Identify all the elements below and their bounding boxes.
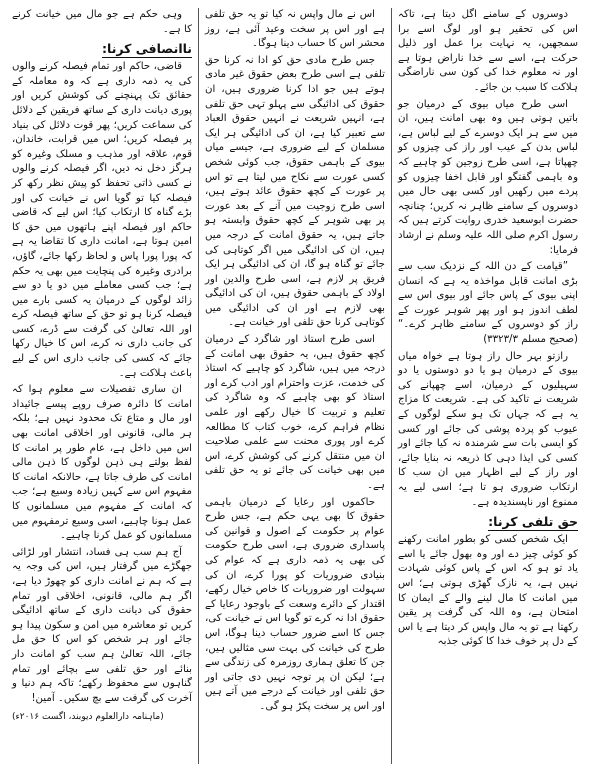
section-heading-wrap <box>398 514 578 530</box>
paragraph: ایک شخص کسی کو بطور امانت رکھنے کو کوئی چیز دے اور وہ بھول جائے یا اسے یاد تو ہو کہ اس کے پاس کوئی شہادت نہیں ہے، یہ نازک گھڑی ہوتی ہے؛ اس میں امانت کا مال لینے والے کے ایمان کا امتحان ہے، وہ اللہ کی گرفت پر یقین رکھتا ہے تو یہ مال واپس کر دیتا ہے یا اس کے دل پر خوف خدا کا کوئی جذبہ <box>398 534 578 648</box>
paragraph: اسی طرح استاذ اور شاگرد کے درمیان کچھ حقوق ہیں، یہ حقوق بھی امانت کے درجہ میں ہیں، شاگرد کو چاہیے کہ استاذ کی خدمت، عزت واحترام اور ادب کرے اور استاذ کو بھی چاہیے کہ وہ شاگرد کی تعلیم و تربیت کا خیال رکھے اور علمی نظام فراہم کرے، خوب کتاب کا مطالعہ کرے اور پوری محنت سے علمی صلاحیت ان میں منتقل کرنے کی کوشش کرے، اس میں بھی خیانت کی جائے تو یہ حق تلفی ہے۔ <box>205 334 385 491</box>
section-heading-wrap <box>12 41 192 57</box>
column-middle <box>199 8 392 764</box>
paragraph: دوسروں کے سامنے اگل دیتا ہے، تاکہ اس کی تحقیر ہو اور لوگ اسے برا سمجھیں، یہ نہایت برا عمل اور ذلیل حرکت ہے، اسے سے خدا ناراض ہوتا ہے اور نہ معلوم خدا کی کون سی ناراضگی ہلاکت کا سبب بن جائے۔ <box>398 9 578 93</box>
paragraph: اسی طرح میاں بیوی کے درمیان جو باتیں ہوتی ہیں وہ بھی امانت ہیں، ان میں سے ہر ایک دوسرے کے لیے لباس ہے، لباس بدن کے عیب اور راز کی چیزوں کو چھپاتا ہے، اسی طرح زوجین کو چاہیے کہ وہ باہمی گفتگو اور قابل اخفا چیزوں کو پردے میں رکھیں اور کسی بھی حال میں دوسروں کے سامنے ظاہر نہ کریں؛ چنانچہ حضرت ابوسعید خدری روایت کرتے ہیں کہ رسول اکرم صلی اللہ علیہ وسلم نے ارشاد فرمایا: <box>398 98 578 256</box>
section-heading: ناانصافی کرنا: <box>102 41 192 57</box>
paragraph: جس طرح مادی حق کو ادا نہ کرنا حق تلفی ہے اسی طرح بعض حقوق غیر مادی ہوتے ہیں جو ادا کرنا ضروری ہیں، ان حقوق کی ادائیگی سے پہلو تہی حق تلفی ہے، انہیں شریعت نے انہیں حقوق العباد سے تعبیر کیا ہے، ان کی ادائیگی ہر ایک مسلمان کے لیے ضروری ہے، جیسے میاں بیوی کے باہمی حقوق، جب کوئی شخص کسی عورت سے نکاح میں لیتا ہے تو اس پر عورت کے کچھ حقوق عائد ہوتے ہیں، اسی طرح زوجیت میں آنے کے بعد عورت پر بھی شوہر کے کچھ حقوق وابستہ ہو جاتے ہیں، یہ حقوق امانت کے درجہ میں ہیں، ان کی ادائیگی میں اگر کوتاہی کی جائے تو گناہ ہو گا، ان کی ادائیگی ہر ایک فریق پر لازم ہے، اسی طرح والدین اور اولاد کے باہمی حقوق ہیں، ان کی ادائیگی بھی لازم ہے اور ان کی ادائیگی میں کوتاہی کرنا حق تلفی اور خیانت ہے۔ <box>205 54 385 329</box>
section-heading: حق تلفی کرنا: <box>488 514 578 530</box>
column-right <box>392 8 584 764</box>
paragraph: حاکموں اور رعایا کے درمیان باہمی حقوق کا بھی یہی حکم ہے، جس طرح عوام پر حکومت کے اصول و قوانین کی پاسداری ضروری ہے، اسی طرح حکومت کی بھی یہ ذمہ داری ہے کہ عوام کی بنیادی ضروریات کو پورا کرے، ان کی سہولت اور ضروریات کا خاص خیال رکھے، اقتدار کے دائرے وسعت کے باوجود رعایا کے حقوق ادا نہ کرے تو گویا اس نے خیانت کی، جس کا اسے ضرور حساب دینا ہوگا، اس طرح کی خیانت کی بہت سی مثالیں ہیں، جن کا تعلق ہماری روزمرہ کی زندگی سے ہے؛ لیکن ان پر توجہ نہیں دی جاتی اور حق تلفی اور خیانت کے درجے میں آتے ہیں اور اس پر سخت پکڑ ہو گی۔ <box>205 496 385 712</box>
hadith-quote: ”قیامت کے دن اللہ کے نزدیک سب سے بڑی امانت قابل مواخذہ یہ ہے کہ انسان اپنی بیوی کے پاس جائے اور بیوی اس سے لطف اندوز ہو اور پھر شوہر عورت کے راز کو دوسروں کے سامنے ظاہر کرے۔“ (صحیح مسلم ۳۳۲۳/۳) <box>398 261 578 346</box>
paragraph: اس نے مال واپس نہ کیا تو یہ حق تلفی ہے اور اس پر سخت وعید آئی ہے، روز محشر اس کا حساب دینا ہوگا۔ <box>205 9 385 50</box>
column-left <box>6 8 199 764</box>
paragraph: وہی حکم ہے جو مال میں خیانت کرنے کا ہے۔ <box>12 9 192 35</box>
paragraph: قاضی، حاکم اور تمام فیصلہ کرنے والوں کی یہ ذمہ داری ہے کہ وہ معاملہ کے حقائق تک پہنچنے کی کوشش کریں اور پوری دیانت داری کے ساتھ فریقین کے دلائل کی سماعت کریں؛ پھر قوت دلائل کی بنیاد پر فیصلہ کریں؛ اس میں قرابت، خاندان، قوم، علاقہ اور مذہب و مسلک وغیرہ کو ہرگز دخل نہ دیں، اگر فیصلہ کرنے والوں نے کسی ذاتی تحفظ کو پیش نظر رکھ کر فیصلہ کیا تو گویا اس نے خیانت کی اور بڑے گناہ کا ارتکاب کیا؛ اس لیے کہ قاضی حاکم اور فیصلہ اپنے ہاتھوں میں حق کا امین ہوتا ہے، امانت داری کا تقاضا یہ ہے کہ پورا پورا پاس و لحاظ رکھا جائے، گاؤں، برادری وغیرہ کی پنچایت میں بھی یہ حکم ہے؛ جب کسی معاملے میں دو یا دو سے زائد لوگوں کے درمیان یہ کسی بارے میں فیصلہ کرنا ہو تو حق کے ساتھ فیصلہ کرے اور اللہ تعالیٰ کی گرفت سے ڈرے، کسی کی جانب داری نہ کرے، اس کا خیال رکھا جائے کہ کسی کی جانب داری اس کے لیے باعث ہلاکت ہے۔ <box>12 61 192 379</box>
source-citation: (ماہنامہ دارالعلوم دیوبند، اگست ۲۰۱۶ء) <box>12 712 164 723</box>
paragraph: رازتو بہر حال راز ہوتا ہے خواہ میاں بیوی کے درمیان ہو یا دو دوستوں یا دو سہیلیوں کے درمیان، اسے چھپانے کی شریعت نے تاکید کی ہے۔ شریعت کا مزاج یہ ہے کہ جہاں تک ہو سکے لوگوں کے عیوب کو پردہ پوشی کی جائے اور کسی کو ایسی بات سے شرمندہ نہ کیا جائے اور کسی کی ایذا دہی کا ذریعہ نہ بنایا جائے، اور راز کے لیے اظہار میں ان سب کا ارتکاب ضروری ہو تا ہے؛ اسی لیے یہ ممنوع اور ناپسندیدہ ہے۔ <box>398 350 578 508</box>
paragraph: آج ہم سب ہی فساد، انتشار اور لڑائی جھگڑے میں گرفتار ہیں، اس کی وجہ یہ ہے کہ ہم نے امانت داری کو چھوڑ دیا ہے، اگر ہم مالی، قانونی، اخلاقی اور تمام حقوق کی دیانت داری کے ساتھ ادائیگی کریں تو معاشرہ میں امن و سکون پیدا ہو جائے اور ہر شخص کو اس کا حق مل جائے، اللہ تعالیٰ ہم سب کو امانت دار بنائے اور حق تلفی سے بچائے اور تمام گناہوں سے محفوظ رکھے؛ تاکہ ہم دنیا و آخرت کی گرفت سے بچ سکیں۔ آمین! <box>12 546 192 704</box>
paragraph: ان ساری تفصیلات سے معلوم ہوا کہ امانت کا دائرہ صرف روپے پیسے جائیداد اور مال و متاع تک محدود نہیں ہے؛ بلکہ ہر مالی، قانونی اور اخلاقی امانت بھی اس میں داخل ہے، عام طور پر امانت کا لفظ بولتے ہی ذہن لوگوں کا ذہن مالی امانت کی طرف جاتا ہے، حالانکہ امانت کا مفہوم اس سے کہیں زیادہ وسیع ہے؛ جب کہ امانت کے مفہوم میں مسلمانوں کا عمل ہونا چاہیے، اسی وسیع ترمفہوم میں مسلمانوں کو عمل کرنا چاہیے۔ <box>12 384 192 542</box>
